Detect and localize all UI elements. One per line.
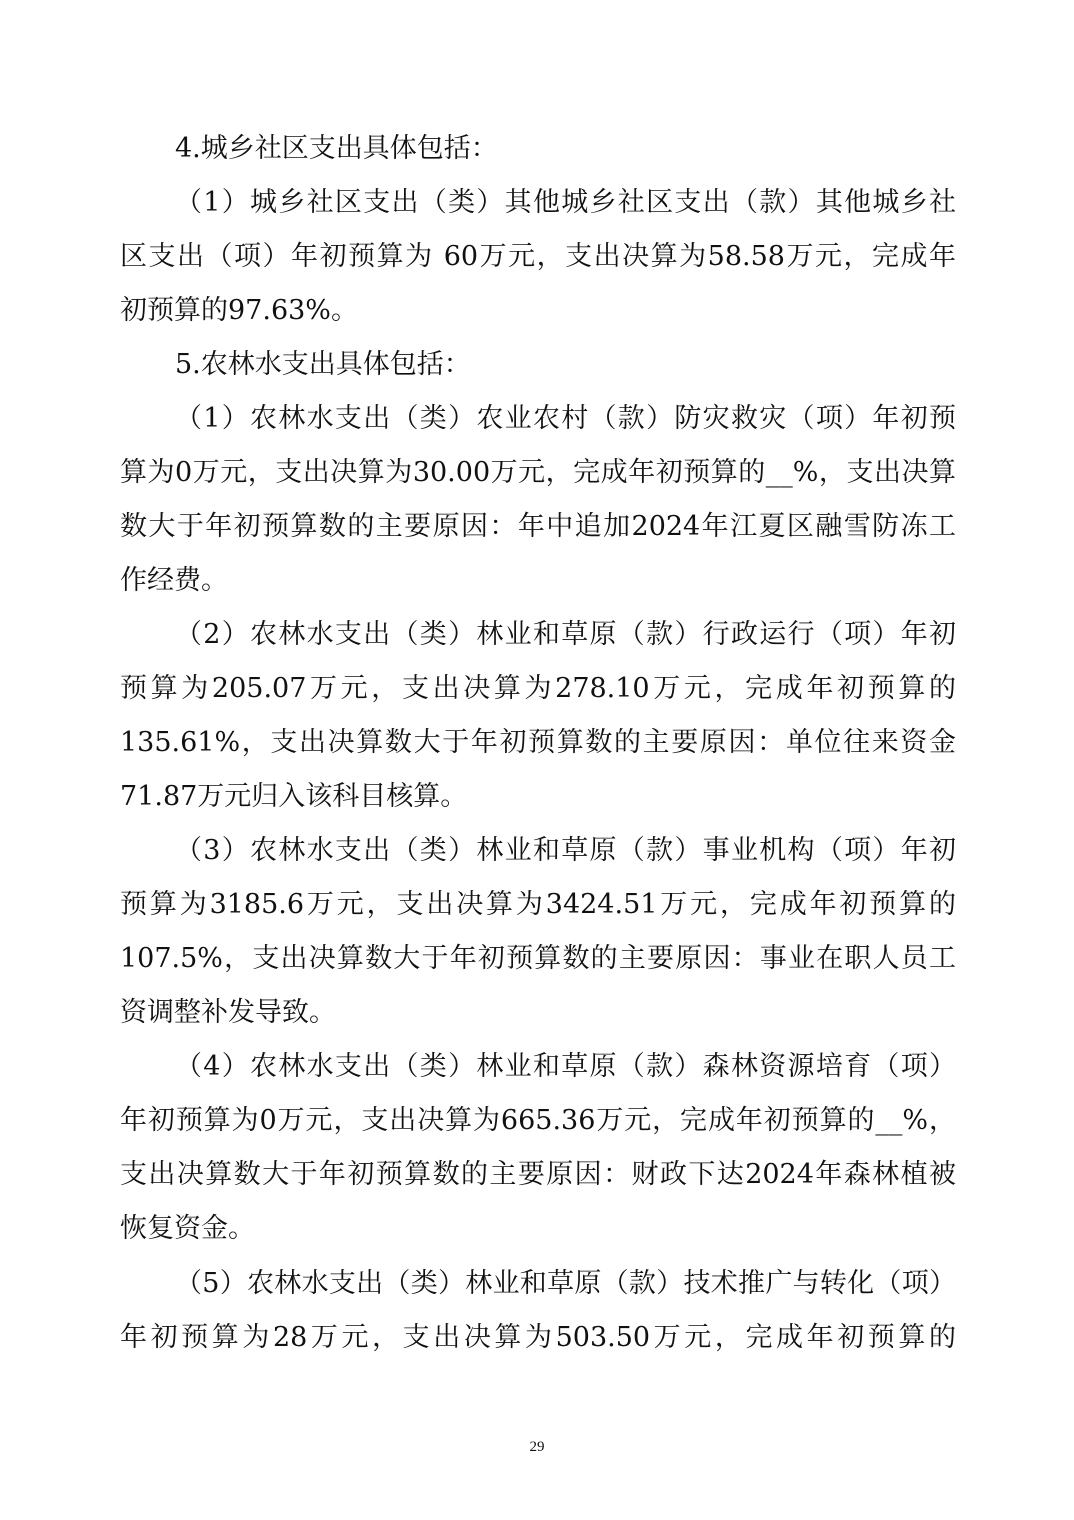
paragraph-line: 预算为205.07万元，支出决算为278.10万元，完成年初预算的 bbox=[120, 673, 956, 704]
paragraph-line: 初预算的97.63%。 bbox=[120, 295, 358, 326]
page-number: 29 bbox=[529, 1439, 545, 1455]
paragraph-line: （1）城乡社区支出（类）其他城乡社区支出（款）其他城乡社 bbox=[175, 187, 956, 218]
heading-community-expenditure: 4.城乡社区支出具体包括： bbox=[175, 133, 498, 164]
paragraph-line: 预算为3185.6万元，支出决算为3424.51万元，完成年初预算的 bbox=[120, 889, 956, 920]
paragraph-line: 算为0万元，支出决算为30.00万元，完成年初预算的__%，支出决算 bbox=[120, 457, 956, 488]
heading-agriculture-expenditure: 5.农林水支出具体包括： bbox=[175, 349, 471, 380]
paragraph-line: （1）农林水支出（类）农业农村（款）防灾救灾（项）年初预 bbox=[175, 403, 956, 434]
paragraph-line: 107.5%，支出决算数大于年初预算数的主要原因：事业在职人员工 bbox=[120, 943, 956, 974]
paragraph-line: （5）农林水支出（类）林业和草原（款）技术推广与转化（项） bbox=[175, 1268, 956, 1299]
paragraph-line: 数大于年初预算数的主要原因：年中追加2024年江夏区融雪防冻工 bbox=[120, 511, 956, 542]
paragraph-line: 资调整补发导致。 bbox=[120, 997, 336, 1028]
paragraph-line: 135.61%，支出决算数大于年初预算数的主要原因：单位往来资金 bbox=[120, 727, 956, 758]
paragraph-line: 年初预算为0万元，支出决算为665.36万元，完成年初预算的__%， bbox=[120, 1105, 956, 1136]
paragraph-line: （3）农林水支出（类）林业和草原（款）事业机构（项）年初 bbox=[175, 835, 956, 866]
paragraph-line: 作经费。 bbox=[120, 565, 228, 596]
paragraph-line: 区支出（项）年初预算为 60万元，支出决算为58.58万元，完成年 bbox=[120, 241, 956, 272]
paragraph-line: 恢复资金。 bbox=[120, 1213, 255, 1244]
paragraph-line: 71.87万元归入该科目核算。 bbox=[120, 781, 468, 812]
paragraph-line: 年初预算为28万元，支出决算为503.50万元，完成年初预算的 bbox=[120, 1322, 956, 1353]
paragraph-line: 支出决算数大于年初预算数的主要原因：财政下达2024年森林植被 bbox=[120, 1159, 956, 1190]
paragraph-line: （4）农林水支出（类）林业和草原（款）森林资源培育（项） bbox=[175, 1051, 956, 1082]
paragraph-line: （2）农林水支出（类）林业和草原（款）行政运行（项）年初 bbox=[175, 619, 956, 650]
